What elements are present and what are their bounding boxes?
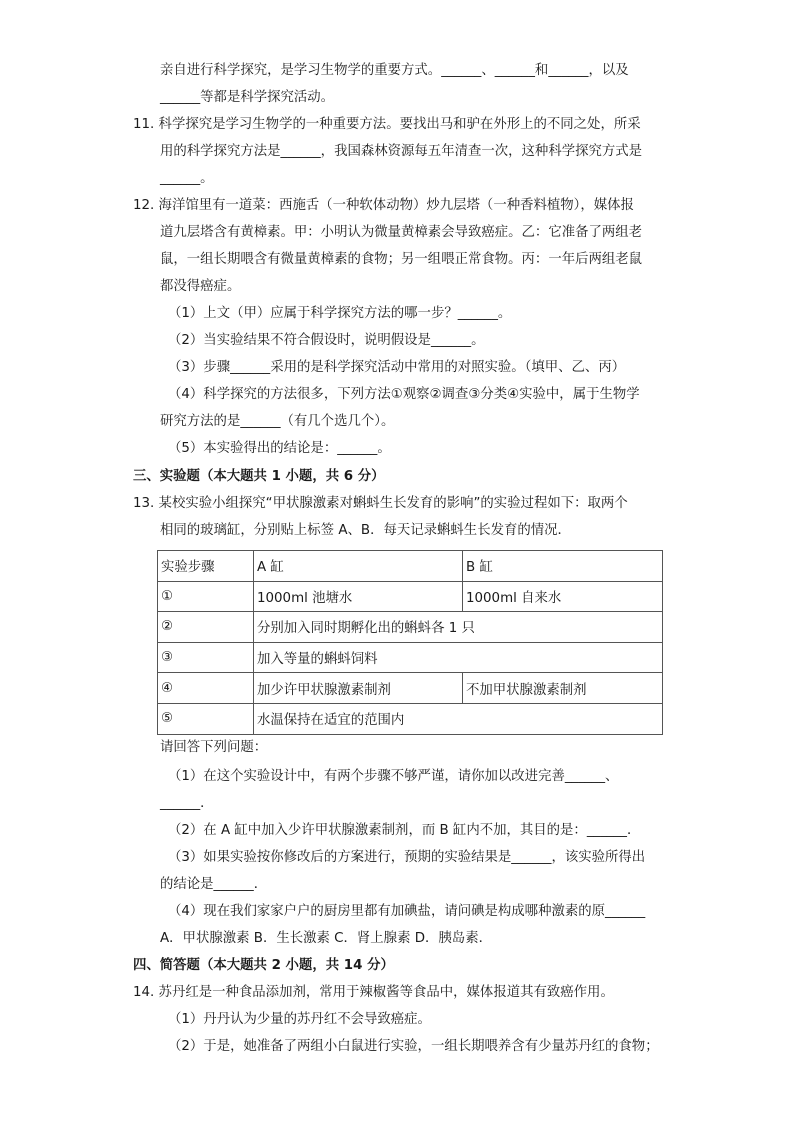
table-cell: 加少许甲状腺激素制剂 xyxy=(254,673,463,704)
text-line: ______等都是科学探究活动。 xyxy=(160,90,335,105)
section-heading: 三、实验题（本大题共 1 小题，共 6 分） xyxy=(133,469,385,484)
table-row xyxy=(158,581,663,612)
table-cell: 加入等量的蝌蚪饲料 xyxy=(254,642,663,673)
sub-question: （5）本实验得出的结论是：______。 xyxy=(168,441,391,456)
text-line: 相同的玻璃缸，分别贴上标签 A、B．每天记录蝌蚪生长发育的情况． xyxy=(160,523,571,538)
text-line: 道九层塔含有黄樟素。甲：小明认为微量黄樟素会导致癌症。乙：它准备了两组老 xyxy=(160,225,643,240)
text-line: 研究方法的是______（有几个选几个）。 xyxy=(160,414,395,429)
table-cell: ⑤ xyxy=(158,703,254,734)
question-11: 11. 科学探究是学习生物学的一种重要方法。要找出马和驴在外形上的不同之处，所采 xyxy=(133,117,641,132)
sub-question: （2）当实验结果不符合假设时，说明假设是______。 xyxy=(168,333,485,348)
table-cell: ④ xyxy=(158,673,254,704)
text-line: 亲自进行科学探究，是学习生物学的重要方式。______、______和______，以及 xyxy=(160,63,629,78)
text-line: 请回答下列问题： xyxy=(160,740,268,755)
table-cell: 1000ml 自来水 xyxy=(463,581,663,612)
table-row xyxy=(158,673,663,704)
table-row xyxy=(158,703,663,734)
sub-question: （2）于是，她准备了两组小白鼠进行实验，一组长期喂养含有少量苏丹红的食物； xyxy=(168,1039,659,1054)
table-header-cell: B 缸 xyxy=(463,551,663,582)
table-cell: ① xyxy=(158,581,254,612)
table-row xyxy=(158,612,663,643)
sub-question: （1）在这个实验设计中，有两个步骤不够严谨，请你加以改进完善______、 xyxy=(168,769,619,784)
question-12: 12. 海洋馆里有一道菜：西施舌（一种软体动物）炒九层塔（一种香料植物），媒体报 xyxy=(133,198,634,213)
sub-question: （4）现在我们家家户户的厨房里都有加碘盐，请问碘是构成哪种激素的原______ xyxy=(168,904,646,919)
text-line: 用的科学探究方法是______，我国森林资源每五年清查一次，这种科学探究方式是 xyxy=(160,144,643,159)
table-header-cell: 实验步骤 xyxy=(158,551,254,582)
sub-question: （4）科学探究的方法很多，下列方法①观察②调查③分类④实验中，属于生物学 xyxy=(168,387,640,402)
table-row xyxy=(158,642,663,673)
sub-question: （1）上文（甲）应属于科学探究方法的哪一步？______。 xyxy=(168,306,512,321)
table-header-cell: A 缸 xyxy=(254,551,463,582)
table-cell: 不加甲状腺激素制剂 xyxy=(463,673,663,704)
text-line: 的结论是______． xyxy=(160,877,268,892)
table-header-row xyxy=(158,551,663,582)
table-cell: ③ xyxy=(158,642,254,673)
text-line: 都没得癌症。 xyxy=(160,279,241,294)
section-heading: 四、简答题（本大题共 2 小题，共 14 分） xyxy=(133,958,394,973)
sub-question: （2）在 A 缸中加入少许甲状腺激素制剂，而 B 缸内不加，其目的是：______． xyxy=(168,823,641,838)
sub-question: （3）步骤______采用的是科学探究活动中常用的对照实验。（填甲、乙、丙） xyxy=(168,360,626,375)
table-cell: 水温保持在适宜的范围内 xyxy=(254,703,663,734)
sub-question: （1）丹丹认为少量的苏丹红不会导致癌症。 xyxy=(168,1012,431,1027)
text-line: ______。 xyxy=(160,171,214,186)
sub-question: （3）如果实验按你修改后的方案进行，预期的实验结果是______，该实验所得出 xyxy=(168,850,646,865)
answer-options: A．甲状腺激素 B．生长激素 C．肾上腺素 D．胰岛素． xyxy=(160,931,492,946)
question-13: 13. 某校实验小组探究“甲状腺激素对蝌蚪生长发育的影响”的实验过程如下：取两个 xyxy=(133,496,628,511)
table-cell: 分别加入同时期孵化出的蝌蚪各 1 只 xyxy=(254,612,663,643)
question-14: 14. 苏丹红是一种食品添加剂，常用于辣椒酱等食品中，媒体报道其有致癌作用。 xyxy=(133,985,614,1000)
table-cell: 1000ml 池塘水 xyxy=(254,581,463,612)
experiment-table xyxy=(157,550,663,735)
table-cell: ② xyxy=(158,612,254,643)
text-line: ______． xyxy=(160,796,214,811)
text-line: 鼠，一组长期喂含有微量黄樟素的食物；另一组喂正常食物。丙：一年后两组老鼠 xyxy=(160,252,643,267)
